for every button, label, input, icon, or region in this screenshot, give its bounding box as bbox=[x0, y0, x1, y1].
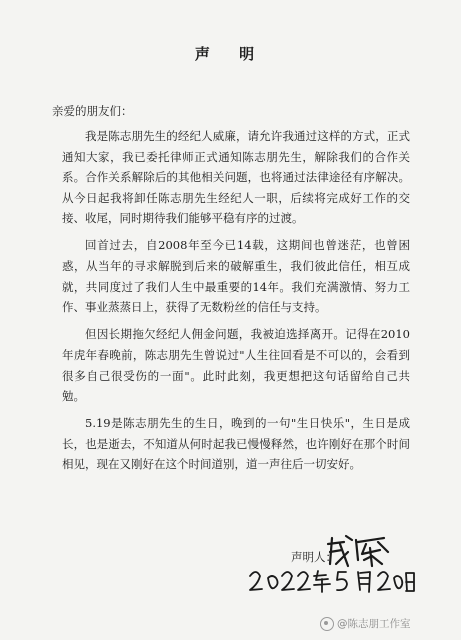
paragraph: 回首过去，自2008年至今已14载，这期间也曾迷茫，也曾困惑，从当年的寻求解脱到后来的破解重生，我们彼此信任，相互成就，共同度过了我们人生中最重要的14年。我们充满激情、努力工作、事业蒸蒸日上，获得了无数粉丝的信任与支持。 bbox=[62, 238, 410, 315]
paragraph: 但因长期拖欠经纪人佣金问题，我被迫选择离开。记得在2010年虎年春晚前，陈志朋先生曾说过"人生往回看是不可以的，会看到很多自己很受伤的一面"。此时此刻，我更想把这句话留给自己共勉。 bbox=[62, 327, 410, 404]
handwritten-date bbox=[246, 566, 416, 596]
weibo-icon bbox=[320, 617, 334, 631]
paragraph: 5.19是陈志朋先生的生日，晚到的一句"生日快乐"，生日是成长，也是逝去，不知道从何时起我已慢慢释然，也许刚好在那个时间相见，现在又刚好在这个时间道别，道一声往后一切安好。 bbox=[62, 416, 410, 472]
watermark-text: @陈志朋工作室 bbox=[337, 618, 411, 630]
signature-label: 声明人： bbox=[291, 550, 337, 564]
greeting: 亲爱的朋友们： bbox=[52, 104, 133, 118]
statement-body bbox=[62, 126, 410, 482]
weibo-watermark bbox=[320, 616, 411, 631]
paragraph: 我是陈志朋先生的经纪人威廉，请允许我通过这样的方式，正式通知大家，我已委托律师正式通知陈志朋先生，解除我们的合作关系。合作关系解除后的其他相关问题，也将通过法律途径有序解决。从今日起我将卸任陈志朋先生经纪人一职，后续将完成好工作的交接、收尾，同时期待我们能够平稳有序的过渡。 bbox=[62, 129, 410, 226]
handwritten-signature bbox=[322, 530, 392, 570]
document-title: 声 明 bbox=[194, 45, 267, 63]
